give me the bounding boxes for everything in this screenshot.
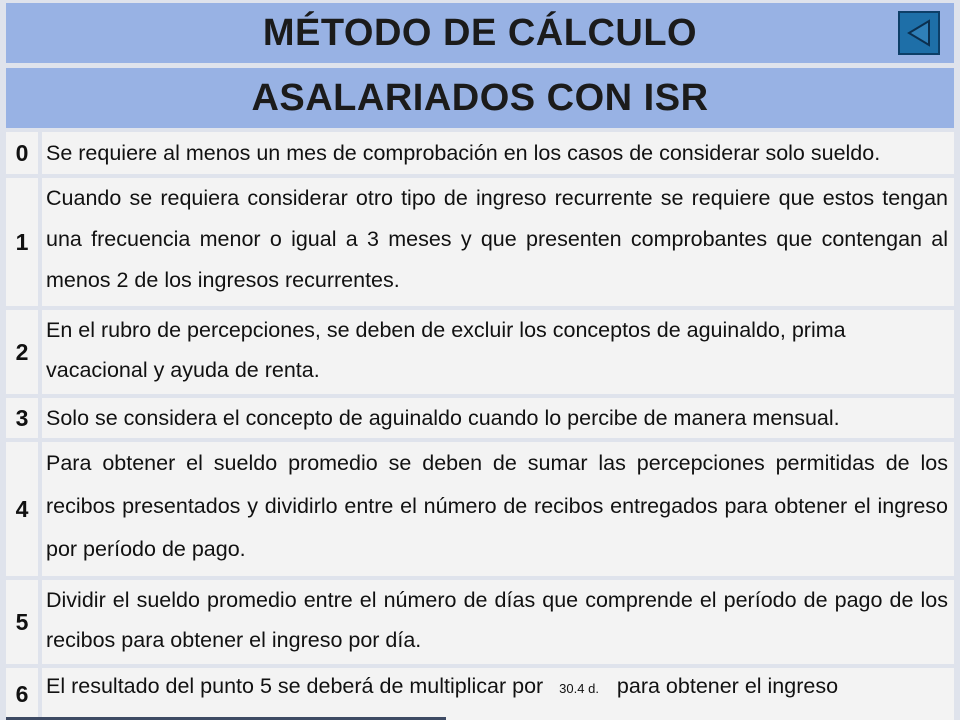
rule-text-part: El resultado del punto 5 se deberá de multiplicar por [46, 674, 544, 698]
back-arrow-icon [903, 17, 935, 49]
rule-text [42, 668, 954, 720]
rule-text: Dividir el sueldo promedio entre el número de días que comprende el período de pago de los recibos para obtener el ingreso por día. [42, 580, 954, 664]
rule-row [0, 580, 960, 664]
rule-number: 0 [6, 132, 38, 174]
rule-row [0, 310, 960, 394]
rule-row [0, 178, 960, 306]
multiplier-value: 30.4 d. [559, 681, 599, 696]
subtitle-banner [6, 68, 954, 128]
rule-row [0, 132, 960, 174]
rule-number: 6 [6, 668, 38, 720]
rule-row [0, 398, 960, 438]
page-subtitle: ASALARIADOS CON ISR [251, 76, 709, 119]
rule-text: Se requiere al menos un mes de comprobación en los casos de considerar solo sueldo. [42, 132, 954, 174]
back-button[interactable] [898, 11, 940, 55]
rule-number: 3 [6, 398, 38, 438]
rule-number: 4 [6, 442, 38, 576]
rule-number: 5 [6, 580, 38, 664]
rule-number: 2 [6, 310, 38, 394]
rule-number: 1 [6, 178, 38, 306]
rule-row [0, 668, 960, 720]
rule-text: Cuando se requiera considerar otro tipo de ingreso recurrente se requiere que estos tengan una frecuencia menor o igual a 3 meses y que presenten comprobantes que contengan al menos 2 de los ingresos recurrentes. [42, 178, 954, 306]
rule-text: En el rubro de percepciones, se deben de excluir los conceptos de aguinaldo, prima vacacional y ayuda de renta. [42, 310, 954, 394]
page-title: MÉTODO DE CÁLCULO [262, 11, 698, 54]
rule-text-part: para obtener el ingreso [616, 674, 839, 698]
rule-text: Solo se considera el concepto de aguinaldo cuando lo percibe de manera mensual. [42, 398, 954, 438]
rule-row [0, 442, 960, 576]
rule-text: Para obtener el sueldo promedio se deben de sumar las percepciones permitidas de los recibos presentados y dividirlo entre el número de recibos entregados para obtener el ingreso por período de pago. [42, 442, 954, 576]
title-banner [6, 3, 954, 63]
